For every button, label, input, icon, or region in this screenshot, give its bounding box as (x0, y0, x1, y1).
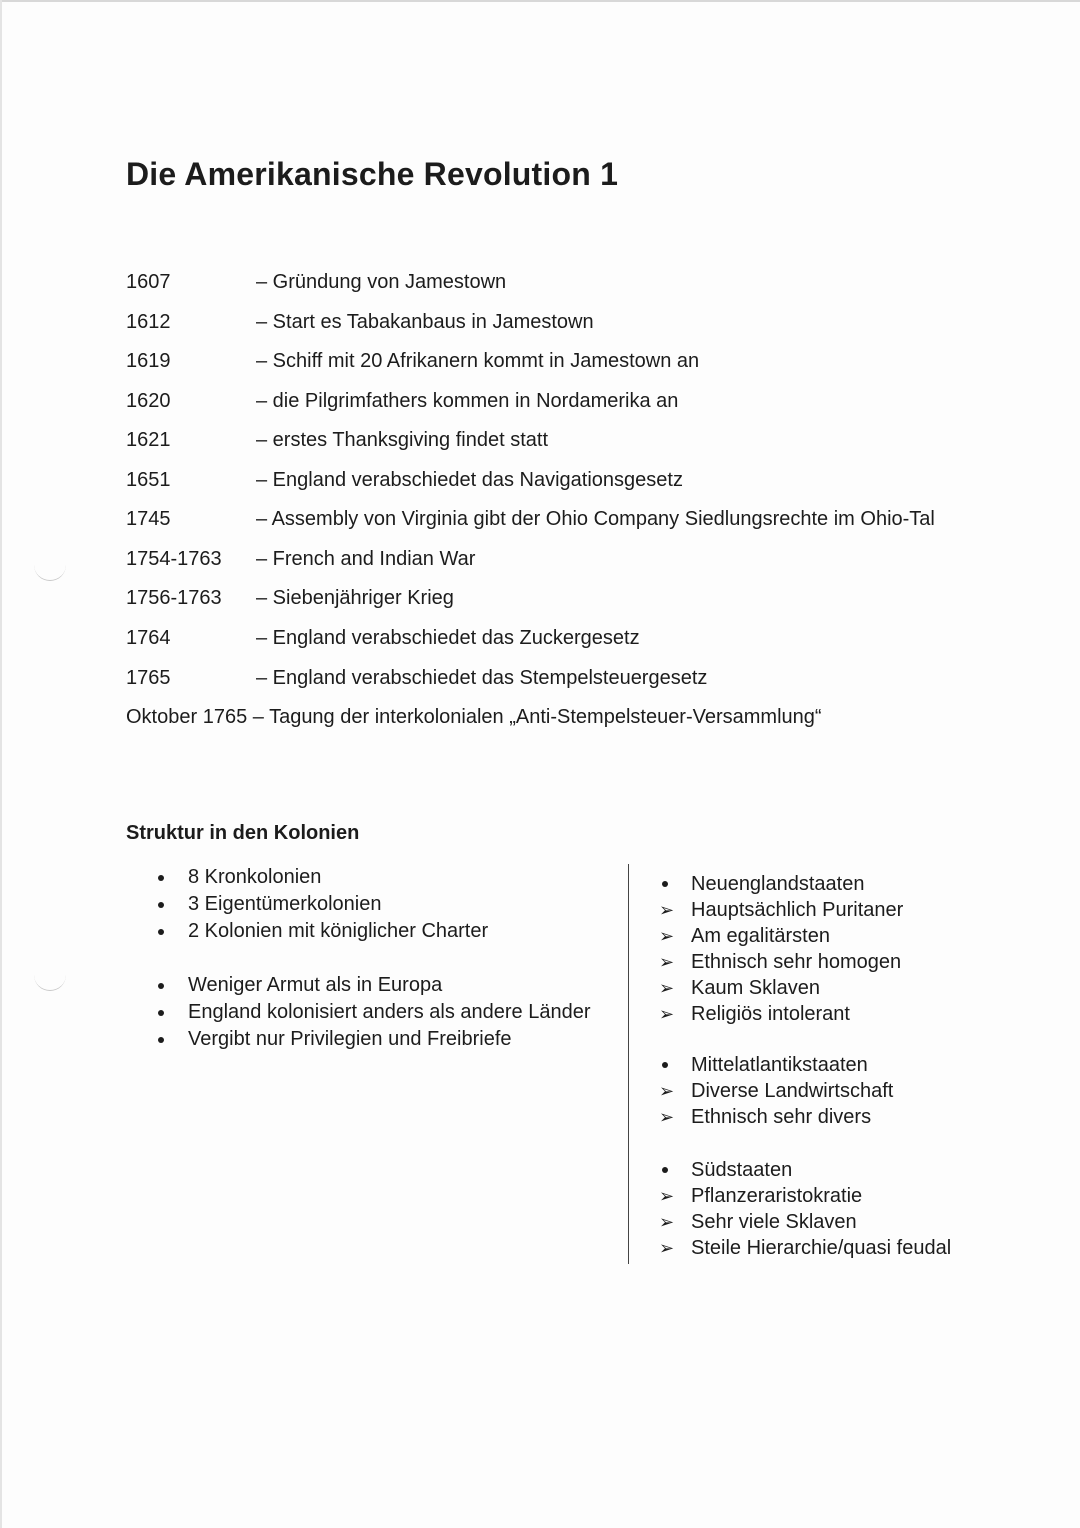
list-item-text: Pflanzeraristokratie (691, 1185, 863, 1207)
list-item-text: England kolonisiert anders als andere Länder (188, 1001, 591, 1023)
region-list-mittelatlantik (659, 1052, 893, 1130)
region-list-sued (659, 1157, 951, 1261)
list-item (659, 1235, 951, 1261)
region-heading (659, 1157, 951, 1183)
timeline-year: 1620 (126, 390, 171, 412)
bullet-icon (158, 1037, 164, 1043)
timeline-event: – England verabschiedet das Stempelsteuergesetz (256, 667, 708, 689)
region-heading (659, 871, 903, 897)
region-name: Mittelatlantikstaaten (691, 1054, 868, 1076)
list-item (126, 972, 591, 999)
list-item (659, 1183, 951, 1209)
timeline-event-full: Oktober 1765 – Tagung der interkolonialen „Anti-Stempelsteuer-Versammlung“ (126, 706, 822, 728)
timeline-event: – French and Indian War (256, 548, 476, 570)
timeline-year: 1745 (126, 508, 171, 530)
list-item (659, 975, 903, 1001)
timeline-year: 1764 (126, 627, 171, 649)
list-item (126, 1026, 591, 1053)
colony-facts-list (126, 972, 591, 1053)
list-item (659, 1001, 903, 1027)
list-item-text: 3 Eigentümerkolonien (188, 893, 382, 915)
timeline-event: – Gründung von Jamestown (256, 271, 507, 293)
arrow-bullet-icon: ➢ (659, 952, 675, 972)
region-name: Neuenglandstaaten (691, 873, 865, 895)
timeline-event: – England verabschiedet das Zuckergesetz (256, 627, 640, 649)
list-item-text: Vergibt nur Privilegien und Freibriefe (188, 1028, 512, 1050)
arrow-bullet-icon: ➢ (659, 900, 675, 920)
page-title: Die Amerikanische Revolution 1 (126, 156, 619, 192)
list-item-text: 2 Kolonien mit königlicher Charter (188, 920, 489, 942)
bullet-icon (662, 1167, 668, 1173)
timeline-year: 1756-1763 (126, 587, 222, 609)
list-item-text: Steile Hierarchie/quasi feudal (691, 1237, 952, 1259)
list-item-text: Weniger Armut als in Europa (188, 974, 443, 996)
list-item-text: 8 Kronkolonien (188, 866, 322, 888)
list-item (659, 1104, 893, 1130)
timeline-year: 1621 (126, 429, 171, 451)
timeline-event: – erstes Thanksgiving findet statt (256, 429, 549, 451)
timeline-event: – Schiff mit 20 Afrikanern kommt in Jamestown an (256, 350, 700, 372)
bullet-icon (158, 902, 164, 908)
list-item-text: Diverse Landwirtschaft (691, 1080, 894, 1102)
list-item (126, 864, 488, 891)
timeline-event: – England verabschiedet das Navigationsgesetz (256, 469, 683, 491)
list-item-text: Sehr viele Sklaven (691, 1211, 857, 1233)
list-item (659, 1209, 951, 1235)
list-item (659, 949, 903, 975)
punch-hole-mark (34, 972, 66, 991)
scan-left-edge (0, 0, 2, 1528)
colony-types-list (126, 864, 488, 945)
region-heading (659, 1052, 893, 1078)
list-item (126, 999, 591, 1026)
bullet-icon (158, 929, 164, 935)
list-item (659, 923, 903, 949)
list-item-text: Kaum Sklaven (691, 977, 820, 999)
list-item (659, 897, 903, 923)
list-item (659, 1078, 893, 1104)
region-name: Südstaaten (691, 1159, 793, 1181)
bullet-icon (158, 983, 164, 989)
list-item-text: Ethnisch sehr homogen (691, 951, 902, 973)
list-item (126, 891, 488, 918)
timeline-year: 1754-1763 (126, 548, 222, 570)
arrow-bullet-icon: ➢ (659, 1238, 675, 1258)
scan-top-edge (0, 0, 1080, 2)
timeline-year: 1651 (126, 469, 171, 491)
arrow-bullet-icon: ➢ (659, 1081, 675, 1101)
section-heading: Struktur in den Kolonien (126, 822, 360, 844)
bullet-icon (662, 881, 668, 887)
region-list-neuengland (659, 871, 903, 1027)
timeline-event: – die Pilgrimfathers kommen in Nordamerika an (256, 390, 679, 412)
timeline-year: 1619 (126, 350, 171, 372)
arrow-bullet-icon: ➢ (659, 978, 675, 998)
timeline-event: – Start es Tabakanbaus in Jamestown (256, 311, 594, 333)
bullet-icon (158, 875, 164, 881)
timeline-event: – Assembly von Virginia gibt der Ohio Company Siedlungsrechte im Ohio-Tal (256, 508, 935, 530)
arrow-bullet-icon: ➢ (659, 1186, 675, 1206)
timeline-year: 1607 (126, 271, 171, 293)
timeline-year: 1612 (126, 311, 171, 333)
bullet-icon (662, 1062, 668, 1068)
arrow-bullet-icon: ➢ (659, 926, 675, 946)
timeline-year: 1765 (126, 667, 171, 689)
list-item (126, 918, 488, 945)
arrow-bullet-icon: ➢ (659, 1107, 675, 1127)
list-item-text: Am egalitärsten (691, 925, 830, 947)
bullet-icon (158, 1010, 164, 1016)
arrow-bullet-icon: ➢ (659, 1212, 675, 1232)
column-divider (628, 864, 629, 1264)
arrow-bullet-icon: ➢ (659, 1004, 675, 1024)
list-item-text: Hauptsächlich Puritaner (691, 899, 904, 921)
list-item-text: Religiös intolerant (691, 1003, 850, 1025)
list-item-text: Ethnisch sehr divers (691, 1106, 872, 1128)
punch-hole-mark (34, 562, 66, 581)
timeline-event: – Siebenjähriger Krieg (256, 587, 454, 609)
